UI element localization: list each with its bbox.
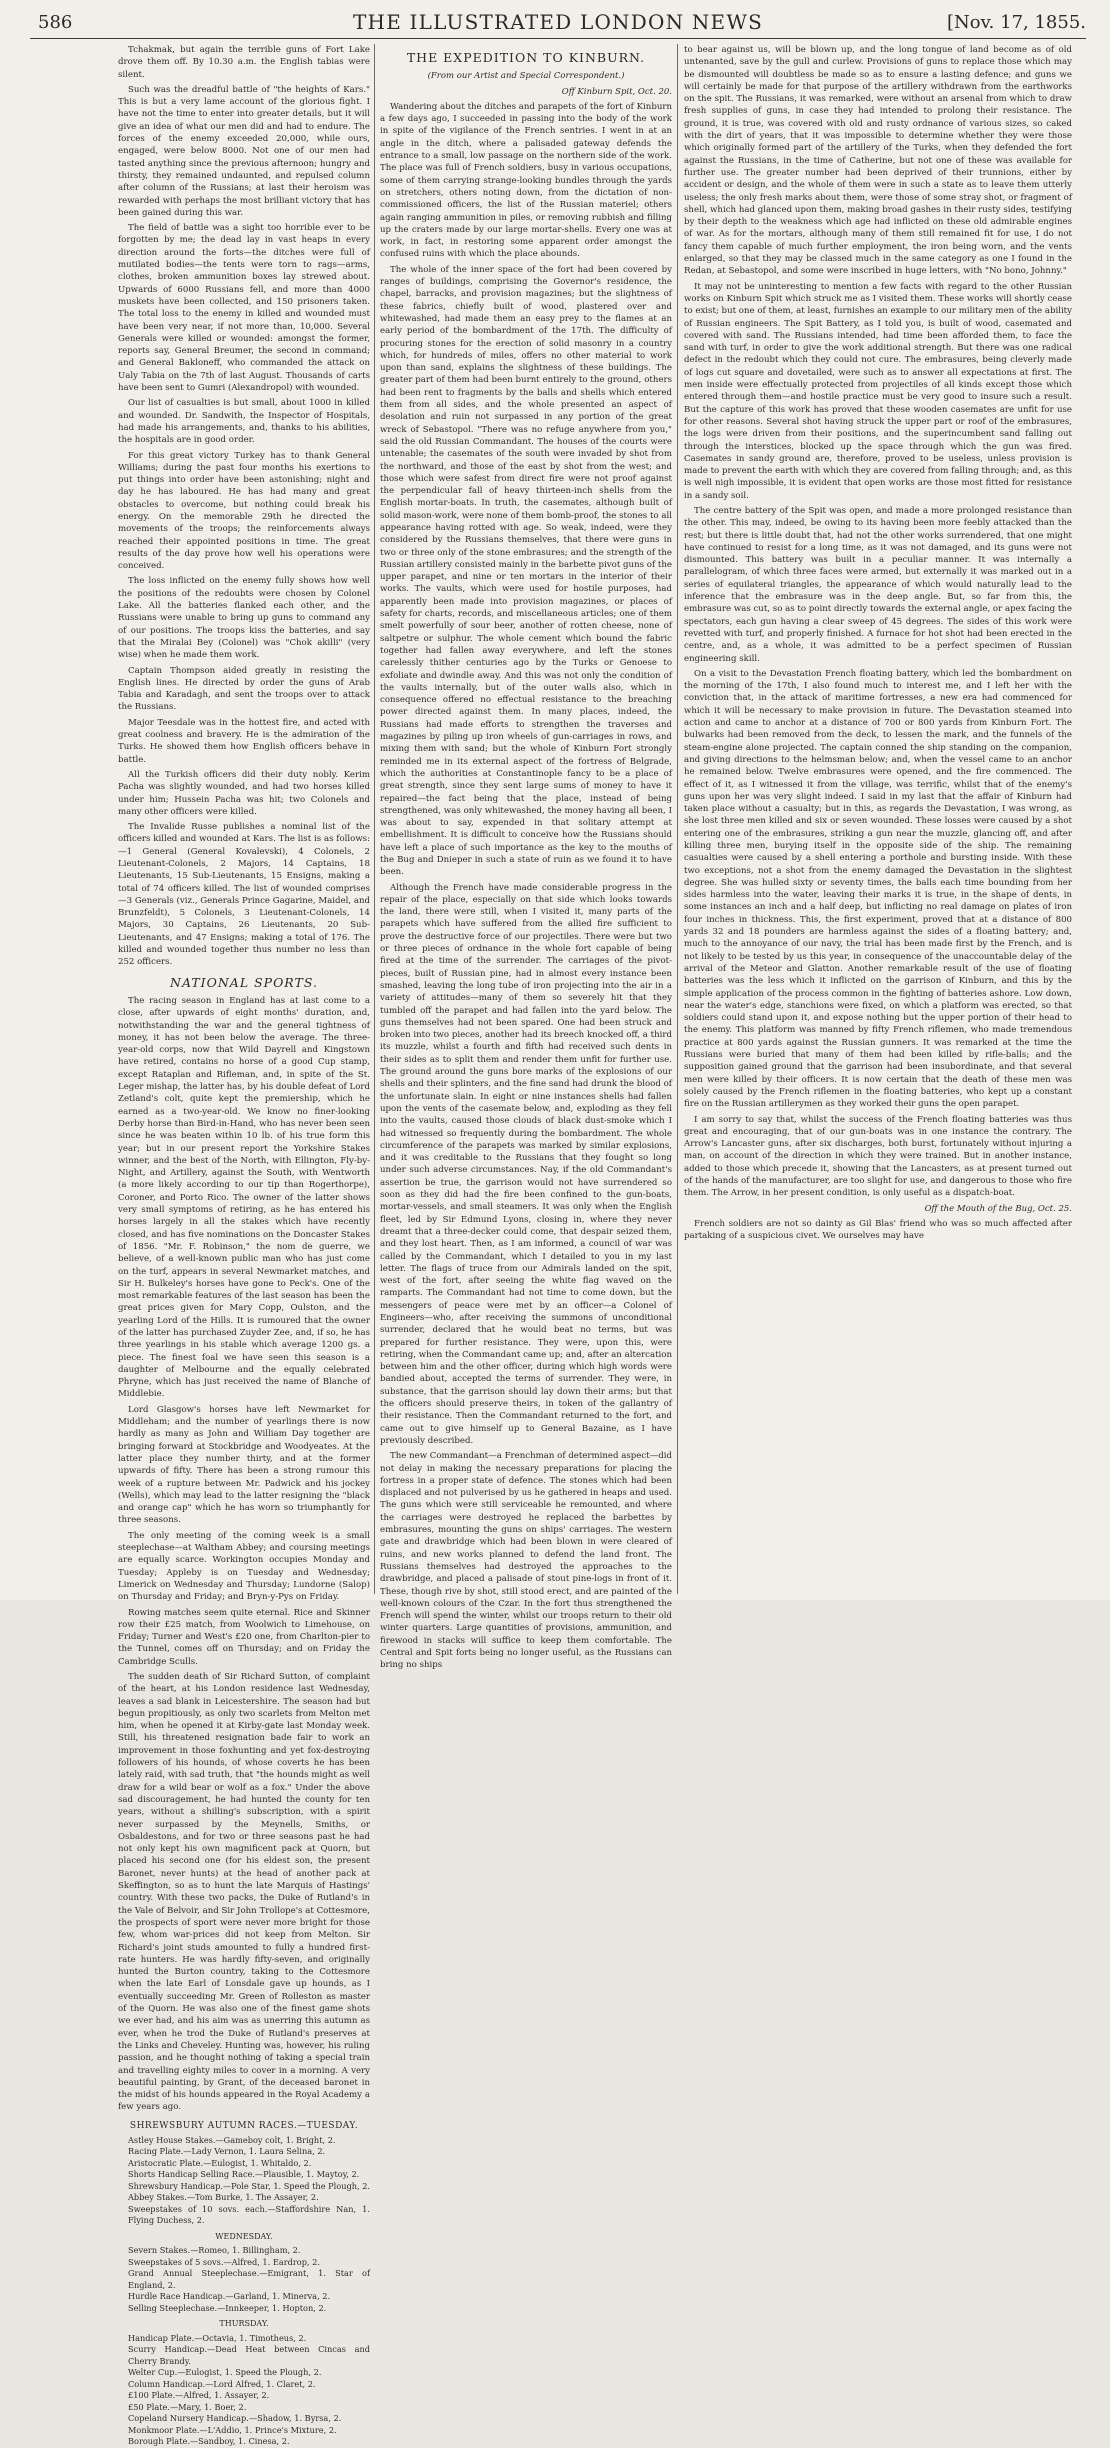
race-result: Racing Plate.—Lady Vernon, 1. Laura Selina, 2. (128, 2146, 326, 2157)
race-result: £100 Plate.—Alfred, 1. Assayer, 2. (128, 2390, 270, 2401)
paragraph: For this great victory Turkey has to thank General Williams; during the past four months his exertions to put things into order have been astonishing; night and day he has laboured. He has had many and great obstacles to overcome, but nothing could break his energy. On the memorable 29th he directed the movements of the troops; the reinforcements always reached their appointed positions in time. The great results of the day prove how well his operations were conceived. (118, 450, 370, 572)
race-result: Abbey Stakes.—Tom Burke, 1. The Assayer, 2. (128, 2192, 319, 2203)
race-result: Selling Steeplechase.—Innkeeper, 1. Hopton, 2. (128, 2302, 327, 2313)
page-number: 586 (38, 12, 73, 33)
race-result: Astley House Stakes.—Gameboy colt, 1. Bright, 2. (128, 2134, 336, 2145)
paragraph: The field of battle was a sight too horrible ever to be forgotten by me; the dead lay in vast heaps in every direction around the forts—the ditches were full of mutilated bodies—the tents were torn to rags—arms, clothes, broken ammunition boxes lay strewed about. Upwards of 6000 Russians fell, and more than 4000 muskets have been collected, and 150 prisoners taken. The total loss to the enemy in killed and wounded must have been very near, if not more than, 10,000. Several Generals were killed or wounded: amongst the former, reports say, General Breumer, the second in command; and General Bakloneff, who commanded the attack on Ualy Tabia on the 7th of last August. Thousands of carts have been sent to Gumri (Alexandropol) with wounded. (118, 223, 370, 394)
paragraph: Our list of casualties is but small, about 1000 in killed and wounded. Dr. Sandwith, the Inspector of Hospitals, had made his arrangements, and, thanks to his abilities, the hospitals are in good order. (118, 398, 370, 446)
race-result: Grand Annual Steeplechase.—Emigrant, 1. Star of England, 2. (128, 2268, 370, 2290)
paragraph: Major Teesdale was in the hottest fire, and acted with great coolness and bravery. He is the admiration of the Turks. He showed them how English officers behave in battle. (118, 717, 370, 765)
race-result: Hurdle Race Handicap.—Garland, 1. Minerva, 2. (128, 2291, 331, 2302)
paragraph: The racing season in England has at last come to a close, after upwards of eight months' duration, and, notwithstanding the war and the general tightness of money, it has not been below the average. The three-year-old corps, now that Wild Dayrell and Kingstown have retired, contains no horse of a good Cup stamp, except Rataplan and Rifleman, and, in spite of the St. Leger mishap, the latter has, by his double defeat of Lord Zetland's colt, quite kept the premiership, which he earned as a two-year-old. We know no finer-looking Derby horse than Bird-in-Hand, who has never been seen since he was beaten within 10 lb. of his true form this year; but in our present report the Yorkshire Stakes winner, and the best of the North, with Ellington, Fly-by-Night, and Artillery, against the South, with Wentworth (a more likely according to our tip than Rogerthorpe), Coroner, and Porto Rico. The owner of the latter shows very small symptoms of retiring, as he has entered his horses largely in all the stakes which have recently closed, and has five nominations on the Doncaster Stakes of 1856. "Mr. F. Robinson," the nom de guerre, we believe, of a well-known public man who has just come on the turf, appears in several Newmarket matches, and Sir H. Bulkeley's horses have gone to Peck's. One of the most remarkable features of the last season has been the great prices given for Mary Copp, Oulston, and the yearling Lord of the Hills. It is rumoured that the owner of the latter has purchased Zuyder Zee, and, if so, he has three yearlings in his stable which average 1200 gs. a piece. The finest foal we have seen this season is a daughter of Melbourne and the equally celebrated Phryne, which has just received the name of Blanche of Middlebie. (118, 995, 370, 1400)
paragraph: All the Turkish officers did their duty nobly. Kerim Pacha was slightly wounded, and had two horses killed under him; Hussein Pacha was hit; two Colonels and many other officers were killed. (118, 769, 370, 817)
masthead (30, 8, 1086, 39)
kars-report (118, 44, 370, 969)
paragraph: The only meeting of the coming week is a small steeplechase—at Waltham Abbey; and coursing meetings are equally scarce. Workington occupies Monday and Tuesday; Appleby is on Tuesday and Wednesday; Limerick on Wednesday and Thursday; Lundorne (Salop) on Thursday and Friday; and Bryn-y-Pys on Friday. (118, 1530, 370, 1603)
race-result: Sweepstakes of 10 sovs. each.—Staffordshire Nan, 1. Flying Duchess, 2. (128, 2203, 370, 2226)
paragraph: French soldiers are not so dainty as Gil Blas' friend who was so much affected after partaking of a suspicious civet. We ourselves may have (684, 1218, 1072, 1242)
paragraph: to bear against us, will be blown up, and the long tongue of land become as of old untenanted, save by the gull and curlew. Provisions of guns to replace those which may be dismounted will doubtless be made so as to ensure a lasting defence; and guns we will certainly be made for that purpose of the artillery withdrawn from the earthworks on the spit. The Russians, it was remarked, were without an arsenal from which to draw fresh supplies of guns, in case they had intended to prolong their resistance. The ground, it is true, was covered with old and rusty ordnance of various sizes, so caked with the dirt of years, that it was impossible to determine whether they were those which originally formed part of the artillery of the Turks, when they defended the fort against the Russians, in the time of Catherine, but not one of these was available for further use. The greater number had been deprived of their trunnions, either by accident or design, and the whole of them were in such a state as to leave them utterly useless; the only fresh marks about them, were those of some stray shot, or fragment of shell, which had glanced upon them, making broad gashes in their rusty sides, testifying by their depth to the weakness which age had inflicted on these old admirable engines of war. As for the mortars, although many of them still remained fit for use, I do not fancy them capable of much further employment, the iron being worn, and the vents enlarged, so that they may be classed much in the same category as one I found in the Redan, at Sebastopol, and some were inscribed in huge letters, with "No bono, Johnny." (684, 45, 1072, 277)
paragraph: It may not be uninteresting to mention a few facts with regard to the other Russian works on Kinburn Spit which struck me as I visited them. These works will shortly cease to exist; but one of them, at least, furnishes an example to our military men of the ability of Russian engineers. The Spit Battery, as I told you, is built of wood, casemated and covered with sand. The Russians intended, had time been afforded them, to face the sand with turf, in order to give the work additional strength. But there was one radical defect in the redoubt which they could not cure. The embrasures, being cleverly made of logs cut square and dovetailed, were such as to answer all expectations at first. The men inside were effectually protected from projectiles of all kinds except those which entered through them—and hostile practice must be very good to insure such a result. But the capture of this work has proved that these wooden casemates are unfit for use for other reasons. Several shot having struck the upper part or roof of the embrasures, the logs were driven from their positions, and the superincumbent sand falling out through the interstices, blocked up the space through which the gun was fired. Casemates in sandy ground are, therefore, proved to be useless, unless provision is made to prevent the earth with which they are covered from falling through; and, as this is well nigh impossible, it is evident that open works are those most fitted for resistance in a sandy soil. (684, 281, 1072, 501)
column-rule (677, 44, 678, 1594)
paragraph: Wandering about the ditches and parapets of the fort of Kinburn a few days ago, I succeeded in passing into the body of the work in spite of the vigilance of the French sentries. I went in at an angle in the ditch, where a palisaded gateway defends the entrance to a small, low passage on the northern side of the work. The place was full of French soldiers, busy in various occupations, some of them carrying strange-looking bundles through the yards on stretchers, others noting down, from the dictation of non-commissioned officers, the list of the Russian materiel; others again ranging ammunition in piles, or removing rubbish and filling up the craters made by our large mortar-shells. Every one was at work, in fact, in restoring some apparent order amongst the confused ruins with which the place abounds. (380, 101, 672, 260)
race-result: Shrewsbury Handicap.—Pole Star, 1. Speed the Plough, 2. (128, 2180, 371, 2191)
issue-date: [Nov. 17, 1855. (947, 12, 1086, 33)
paragraph: Lord Glasgow's horses have left Newmarket for Middleham; and the number of yearlings there is now hardly as many as John and William Day together are bringing forward at Stockbridge and Woodyeates. At the latter place they number thirty, and at the former upwards of fifty. There has been a strong rumour this week of a rupture between Mr. Padwick and his jockey (Wells), which may lead to the latter resigning the "black and orange cap" which he has worn so triumphantly for three seasons. (118, 1404, 370, 1526)
dateline: Off Kinburn Spit, Oct. 20. (561, 86, 672, 97)
race-result: Copeland Nursery Handicap.—Shadow, 1. Byrsa, 2. (128, 2413, 342, 2424)
column-2 (380, 44, 672, 1671)
race-result: Handicap Plate.—Octavia, 1. Timotheus, 2. (128, 2332, 307, 2343)
race-results-wednesday (118, 2245, 370, 2314)
column-3 (684, 44, 1072, 1594)
paragraph: Captain Thompson aided greatly in resisting the English lines. He directed by order the guns of Arab Tabia and Karadagh, and sent the troops over to attack the Russians. (118, 665, 370, 713)
races-heading: SHREWSBURY AUTUMN RACES.—TUESDAY. (129, 2120, 359, 2131)
newspaper-title: THE ILLUSTRATED LONDON NEWS (353, 10, 763, 34)
race-result: Shorts Handicap Selling Race.—Plausible, 1. Maytoy, 2. (128, 2169, 360, 2180)
thursday-label: THURSDAY. (219, 2319, 269, 2329)
race-result: Monkmoor Plate.—L'Addio, 1. Prince's Mixture, 2. (128, 2424, 337, 2435)
race-result: Borough Plate.—Sandboy, 1. Cinesa, 2. (128, 2436, 290, 2447)
paragraph: The centre battery of the Spit was open, and made a more prolonged resistance than the other. This may, indeed, be owing to its having been more feebly attacked than the rest; but there is little doubt that, had not the other works surrendered, that one might have continued to resist for a long time, as it was not damaged, and its guns were not dismounted. This battery was built in a peculiar manner. It was internally a parallelogram, of which three faces were armed, but externally it was marked out in a series of equilateral triangles, the appearance of which would naturally lead to the inference that the embrasure was in the deep angle. But, so far from this, the embrasure was cut, so as to point directly towards the external angle, or apex facing the spectators, each gun having a clear sweep of 45 degrees. The sides of this work were revetted with turf, and properly finished. A furnace for hot shot had been erected in the centre, and, as a whole, it was admitted to be a perfect specimen of Russian engineering skill. (684, 505, 1072, 664)
paragraph: The sudden death of Sir Richard Sutton, of complaint of the heart, at his London residence last Wednesday, leaves a sad blank in Leicestershire. The season had but begun propitiously, as only two scarlets from Melton met him, when he opened it at Kirby-gate last Monday week. Still, his threatened resignation bade fair to work an improvement in those foxhunting and yet fox-destroying followers of his hounds, of whose coverts he has been lately raid, with sad truth, that "the hounds might as well draw for a wild bear or wolf as a fox." Under the above sad discouragement, he had hunted the county for ten years, without a shilling's subscription, with a spirit never surpassed by the Meynells, Smiths, or Osbaldestons, and for two or three seasons past he had not only kept his own magnificent pack at Quorn, but placed his second one (for his eldest son, the present Baronet, never hunts) at the head of another pack at Skeffington, so as to hunt the late Marquis of Hastings' country. With these two packs, the Duke of Rutland's in the Vale of Belvoir, and Sir John Trollope's at Cottesmore, the prospects of sport were never more bright for those few, whom war-prices did not keep from Melton. Sir Richard's joint studs amounted to fully a hundred first-rate hunters. He was hardly fifty-seven, and originally hunted the Burton country, taking to the Cottesmore when the late Earl of Lonsdale gave up hounds, as I eventually succeeding Mr. Green of Rolleston as master of the Quorn. He was also one of the finest game shots we ever had, and his aim was as unerring this autumn as ever, when he trod the Duke of Rutland's preserves at the Links and Cheveley. Hunting was, however, his ruling passion, and he thought nothing of taking a special train and travelling eighty miles to cover in a morning. A very beautiful painting, by Grant, of the deceased baronet in the midst of his hounds appeared in the Royal Academy a few years ago. (118, 1672, 370, 2113)
sports-heading: NATIONAL SPORTS. (170, 974, 318, 990)
race-result: Column Handicap.—Lord Alfred, 1. Claret, 2. (128, 2378, 316, 2389)
race-results-tuesday (118, 2135, 370, 2227)
paragraph: The new Commandant—a Frenchman of determined aspect—did not delay in making the necessary preparations for placing the fortress in a proper state of defence. The stones which had been displaced and not pulverised by us he gathered in heaps and used. The guns which were still serviceable he remounted, and where the carriages were destroyed he replaced the barbettes by embrasures, mounting the guns on ships' carriages. The western gate and drawbridge which had been blown in were cleared of ruins, and new works planned to defend the land front. The Russians themselves had destroyed the approaches to the drawbridge, and placed a palisade of stout pine-logs in front of it. These, though rive by shot, still stood erect, and are painted of the well-known colours of the Czar. In the fort thus strengthened the French will spend the winter, whilst our troops return to their old winter quarters. Large quantities of provisions, ammunition, and firewood in stacks will suffice to keep them comfortable. The Central and Spit forts being no longer useful, as the Russians can bring no ships (380, 1451, 672, 1671)
article-heading: THE EXPEDITION TO KINBURN. (406, 50, 646, 65)
race-result: Sweepstakes of 5 sovs.—Alfred, 1. Eardrop, 2. (128, 2256, 320, 2267)
dateline: Off the Mouth of the Bug, Oct. 25. (924, 1203, 1072, 1214)
race-result: Scurry Handicap.—Dead Heat between Cincas and Cherry Brandy. (128, 2344, 370, 2366)
article-byline: (From our Artist and Special Correspondent.) (427, 71, 625, 82)
race-result: Welter Cup.—Eulogist, 1. Speed the Plough, 2. (128, 2367, 322, 2378)
wednesday-label: WEDNESDAY. (215, 2231, 273, 2241)
paragraph: Tchakmak, but again the terrible guns of Fort Lake drove them off. By 10.30 a.m. the English tabias were silent. (118, 45, 370, 80)
race-result: Aristocratic Plate.—Eulogist, 1. Whitaldo, 2. (128, 2157, 312, 2168)
paragraph: Rowing matches seem quite eternal. Rice and Skinner row their £25 match, from Woolwich to Limehouse, on Friday; Turner and West's £20 one, from Charlton-pier to the Tunnel, comes off on Thursday; and on Friday the Cambridge Sculls. (118, 1607, 370, 1667)
paragraph: The whole of the inner space of the fort had been covered by ranges of buildings, comprising the Governor's residence, the chapel, barracks, and provision magazines; but the slightness of these fabrics, chiefly built of wood, plastered over and whitewashed, had made them an easy prey to the flames at an early period of the bombardment of the 17th. The difficulty of procuring stones for the erection of solid masonry in a country which, for hundreds of miles, offers no other material to work upon than sand, explains the slightness of these buildings. The greater part of them had been burnt entirely to the ground, others had been rent to fragments by the balls and shells which entered them from all sides, and the whole presented an aspect of desolation and ruin not surpassed in any portion of the great wreck of Sebastopol. "There was no refuge anywhere from you," said the old Russian Commandant. The houses of the courts were untenable; the casemates of the south were invaded by shot from the northward, and those of the east by shot from the west; and those which were safest from direct fire were not proof against the perpendicular fall of heavy thirteen-inch shells from the English mortar-boats. In truth, the casemates, although built of solid mason-work, were none of them bomb-proof, the stones to all appearance having rotted with age. So weak, indeed, were they considered by the Russians themselves, that there were guns in two or three only of the stone embrasures; and the strength of the Russian artillery consisted mainly in the barbette pivot guns of the upper parapet, and nine or ten mortars in the interior of their works. The vaults, which were used for hostile purposes, had apparently been made into provision magazines, or places of safety for charts, records, and miscellaneous articles; one of them smelt powerfully of sour beer, another of rotten cheese, none of saltpetre or sulphur. The whole cement which bound the fabric together had fallen away everywhere, and left the stones carelessly thither centuries ago by the Turks or Genoese to exfoliate and dwindle away. And this was not only the condition of the vaults internally, but of the outer walls also, which in consequence offered no effectual resistance to the breaching power directed against them. In many places, indeed, the Russians had made efforts to strengthen the traverses and magazines by piling up iron wheels of gun-carriages in rows, and mixing them with sand; but the whole of Kinburn Fort strongly reminded me in its external aspect of the fortress of Belgrade, which the authorities at Constantinople fancy to be a place of great strength, since they sent large sums of money to have it repaired—the fact being that the place, instead of being strengthened, was only whitewashed, the money having all been, I was about to say, expended in that solitary attempt at embellishment. It is difficult to conceive how the Russians should have left a place of such importance as the key to the mouths of the Bug and Dnieper in such a state of ruin as we found it to have been. (380, 264, 672, 878)
column-1 (118, 44, 371, 2447)
column-rule (374, 44, 375, 1594)
race-results-thursday (118, 2333, 370, 2448)
sports-article (118, 995, 370, 2114)
paragraph: Such was the dreadful battle of "the heights of Kars." This is but a very lame account of the glorious fight. I have not the time to enter into greater details, but it will give an idea of what our men did and had to endure. The forces of the enemy exceeded 20,000, while ours, engaged, were below 8000. Not one of our men had tasted anything since the previous afternoon; hungry and thirsty, they remained undaunted, and repulsed column after column of the Russians; at last their heroism was rewarded with perhaps the most brilliant victory that has been gained during this war. (118, 84, 370, 218)
paragraph: I am sorry to say that, whilst the success of the French floating batteries was thus great and encouraging, that of our gun-boats was in one instance the contrary. The Arrow's Lancaster guns, after six discharges, both burst, fortunately without injuring a man, on account of the direction in which they were trained. But in another instance, added to those which precede it, showing that the Lancasters, as at present turned out of the hands of the manufacturer, are too slight for use, and dangerous to those who fire them. The Arrow, in her present condition, is only useful as a dispatch-boat. (684, 1114, 1072, 1199)
paragraph: Although the French have made considerable progress in the repair of the place, especially on that side which looks towards the land, there were still, when I visited it, many parts of the parapets which have suffered from the allied fire sufficient to prove the destructive force of our projectiles. There were but two or three pieces of ordnance in the whole fort capable of being fired at the time of the surrender. The carriages of the pivot-pieces, built of Russian pine, had in almost every instance been smashed, leaving the long tube of iron projecting into the air in a variety of attitudes—many of them so severely hit that they tumbled off the parapet and had fallen into the yard below. The guns themselves had not been spared. One had been struck and broken into two pieces, another had its breech knocked off, a third its muzzle, whilst a fourth and fifth had received such dents in their sides as to split them and render them unfit for further use. The ground around the guns bore marks of the explosions of our shells and their splinters, and the fine sand had drunk the blood of the unfortunate slain. In eight or nine instances shells had fallen upon the vents of the casemate below, and, exploding as they fell into the vaults, caused those clouds of black dust-smoke which I had witnessed so frequently during the bombardment. The whole circumference of the parapets was marked by similar explosions, and it was creditable to the Russians that they fought so long under such adverse circumstances. Nay, if the old Commandant's assertion be true, the garrison would not have surrendered so soon as they did had the fire been confined to the gun-boats, mortar-vessels, and small steamers. It was only when the English fleet, led by Sir Edmund Lyons, closing in, where they never dreamt that a three-decker could come, that despair seized them, and they lost heart. Then, as I am informed, a council of war was called by the Commandant, which I detailed to you in my last letter. The flags of truce from our Admirals landed on the spit, west of the fort, after seeing the white flag waved on the ramparts. The Commandant had not time to come down, but the messengers of peace were met by an officer—a Colonel of Engineers—who, after receiving the summons of unconditional surrender, declared that he would beat no terms, but was prepared for further resistance. They were, upon this, were retiring, when the Commandant came up; and, after an altercation between him and the other officer, during which high words were bandied about, accepted the terms of surrender. They were, in substance, that the garrison should lay down their arms; but that the officers should preserve theirs, in token of the gallantry of their resistance. Then the Commandant returned to the fort, and came out to give himself up to General Bazaine, as I have previously described. (380, 882, 672, 1446)
paragraph: The loss inflicted on the enemy fully shows how well the positions of the redoubts were chosen by Colonel Lake. All the batteries flanked each other, and the Russians were unable to bring up guns to command any of our positions. The troops kiss the batteries, and say that the Miralai Bey (Colonel) was "Chok akilli" (very wise) when he made them work. (118, 576, 370, 661)
paragraph: The Invalide Russe publishes a nominal list of the officers killed and wounded at Kars. The list is as follows:—1 General (General Kovalevski), 4 Colonels, 2 Lieutenant-Colonels, 2 Majors, 14 Captains, 18 Lieutenants, 15 Sub-Lieutenants, 15 Ensigns, making a total of 74 officers killed. The list of wounded comprises—3 Generals (viz., Generals Prince Gagarine, Maidel, and Brunzfeldt), 5 Colonels, 3 Lieutenant-Colonels, 14 Majors, 30 Captains, 26 Lieutenants, 20 Sub-Lieutenants, and 47 Ensigns; making a total of 176. The killed and wounded together thus number no less than 252 officers. (118, 822, 370, 968)
paragraph: On a visit to the Devastation French floating battery, which led the bombardment on the morning of the 17th, I also found much to interest me, and I left her with the conviction that, in the attack of maritime fortresses, a new era had commenced for which it will be necessary to make provision in future. The Devastation steamed into action and came to anchor at a distance of 700 or 800 yards from Kinburn Fort. The bulwarks had been removed from the deck, to lessen the mark, and the funnels of the steam-engine alone projected. The captain conned the ship standing on the companion, and giving directions to the helmsman below; and, when the vessel came to an anchor he remained below. Twelve embrasures were opened, and the fire commenced. The effect of it, as I witnessed it from the village, was terrific, whilst that of the enemy's guns upon her was very slight indeed. I said in my last that the affair of Kinburn had taken place without a casualty; but in this, as regards the Devastation, I was wrong, as she lost three men killed and six or seven wounded. These losses were caused by a shot entering one of the embrasures, striking a gun near the muzzle, glancing off, and after killing three men, burying itself in the opposite side of the ship. The remaining casualties were caused by a shell entering a porthole and bursting inside. With these two exceptions, not a shot from the enemy damaged the Devastation in the slightest degree. She was hulled sixty or seventy times, the balls each time bounding from her sides harmless into the water, leaving their marks it is true, in the shape of dents, in some instances an inch and a half deep, but inflicting no real damage on plates of iron four inches in thickness. This, the first experiment, proved that at a distance of 800 yards 32 and 18 pounders are harmless against the sides of a floating battery; and, much to the annoyance of our navy, the trial has been made first by the French, and is not likely to be tested by us this year, in consequence of the unaccountable delay of the arrival of the Meteor and Glatton. Another remarkable result of the use of floating batteries was the less which it inflicted on the garrison of Kinburn, and this by the simple application of the process common in the fighting of batteries ashore. Low down, near the water's edge, stanchions were fixed, on which a platform was erected, so that soldiers could stand upon it, and expose nothing but the upper portion of their head to the enemy. This platform was manned by fifty French riflemen, who made tremendous practice at 800 yards against the Russian gunners. It was remarked at the time the Russians were buried that many of them had been killed by rifle-balls; and the supposition gained ground that the garrison had been insubordinate, and that several men were killed by their officers. It is now certain that the death of these men was solely caused by the French riflemen in the floating batteries, who kept up a constant fire on the Russian artillerymen as they worked their guns the open parapet. (684, 668, 1072, 1110)
race-result: £50 Plate.—Mary, 1. Boer, 2. (128, 2401, 247, 2412)
race-result: Severn Stakes.—Romeo, 1. Billingham, 2. (128, 2245, 301, 2256)
